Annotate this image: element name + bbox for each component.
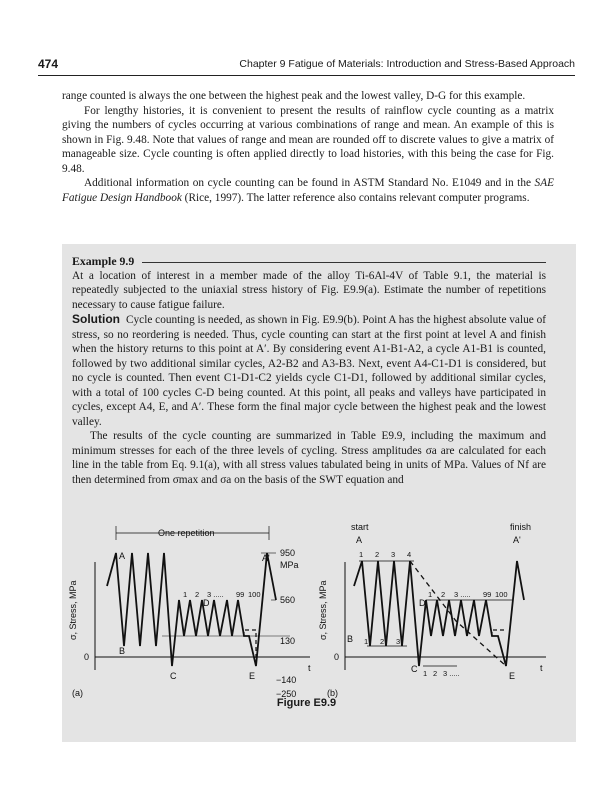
a-level-label-minus140: −140 xyxy=(276,675,297,685)
b-finish-label: finish xyxy=(510,522,532,532)
b-d-count-2: 2 xyxy=(441,590,446,599)
b-a-count-3: 3 xyxy=(391,550,396,559)
b-d-count-99: 99 xyxy=(483,590,492,599)
b-c-count-1: 1 xyxy=(423,669,428,678)
page-number: 474 xyxy=(38,57,59,71)
b-label-C: C xyxy=(411,664,418,674)
b-b-count-3: 3 xyxy=(396,637,401,646)
b-c-count-3: 3 ..... xyxy=(443,669,460,678)
b-zero-label: 0 xyxy=(334,652,340,662)
panel-a-labels xyxy=(68,528,311,699)
a-label-D: D xyxy=(203,598,210,608)
b-label-D: D xyxy=(419,598,426,608)
figure-caption: Figure E9.9 xyxy=(276,697,337,709)
a-count-99: 99 xyxy=(236,590,245,599)
a-count-100: 100 xyxy=(248,590,261,599)
b-label-A: A xyxy=(356,535,363,545)
body-text xyxy=(62,89,554,205)
a-label-B: B xyxy=(119,646,126,656)
b-stress-history xyxy=(354,561,524,666)
paragraph-3: Additional information on cycle counting can be found in ASTM Standard No. E1049 and in the SAE Fatigue Design Handbook (Rice, 1997). The latter reference also contains relevant computer programs. xyxy=(62,177,554,204)
a-label-A: A xyxy=(119,551,126,561)
a-zero-label: 0 xyxy=(84,652,90,662)
a-label-E: E xyxy=(249,671,256,681)
figure-svg xyxy=(62,520,576,700)
example-results: The results of the cycle counting are summarized in Table E9.9, including the maximum and minimum stresses for each of the three levels of cycling. Stress amplitudes σa are calculated for each line in the table from Eq. 9.1(a), with all stress values tabulated being in units of MPa. Values of Nf are then determined from σmax and σa on the basis of the SWT equation and xyxy=(72,430,546,486)
example-problem: At a location of interest in a member made of the alloy Ti-6Al-4V of Table 9.1, the material is repeatedly subjected to the uniaxial stress history of Fig. E9.9(a). Estimate the number of repetitions necessary to cause fatigue failure. xyxy=(72,269,546,311)
b-d-count-3: 3 ..... xyxy=(454,590,471,599)
a-t-label: t xyxy=(308,663,311,673)
running-head: Chapter 9 Fatigue of Materials: Introduction and Stress-Based Approach xyxy=(239,58,575,70)
b-d-count-100: 100 xyxy=(495,590,508,599)
a-level-label-130: 130 xyxy=(280,636,296,646)
b-y-axis-label: σ, Stress, MPa xyxy=(318,580,328,640)
figure-e9-9 xyxy=(62,520,576,720)
b-start-label: start xyxy=(351,522,369,532)
a-stress-history xyxy=(107,553,276,666)
b-b-count-1: 1 xyxy=(364,637,369,646)
b-dashed-drop xyxy=(492,630,506,636)
a-label-C: C xyxy=(170,671,177,681)
paragraph-1: range counted is always the one between the highest peak and the lowest valley, D-G for this example. xyxy=(62,90,526,102)
example-solution: Solution Cycle counting is needed, as shown in Fig. E9.9(b). Point A has the highest absolute value of stress, so no reordering is needed. Thus, cycle counting can start at the first point at level A and finish when the history returns to this point at A′. By considering event A1-B1-A2, a cycle A1-B1 is counted, followed by two additional similar cycles, A2-B2 and A3-B3. Next, event A4-C1-D1 is considered, but no cycle is counted. Then event C1-D1-C2 yields cycle C1-D1, followed by additional similar cycles, with a total of 100 cycles C-D being counted. At this point, all peaks and valleys have participated in cycles, except A4, E, and A′. These form the final major cycle between the highest peak and the lowest valley. xyxy=(72,312,546,428)
a-panel-label: (a) xyxy=(72,688,83,698)
a-y-axis-label: σ, Stress, MPa xyxy=(68,580,78,640)
b-t-label: t xyxy=(540,663,543,673)
solution-label: Solution xyxy=(72,312,120,326)
a-count-3: 3 ..... xyxy=(207,590,224,599)
a-count-1: 1 xyxy=(183,590,188,599)
a-level-label-mpa: MPa xyxy=(280,560,299,570)
b-a-count-4: 4 xyxy=(407,550,412,559)
a-label-A-prime: A' xyxy=(262,553,270,563)
header-rule xyxy=(38,75,575,76)
a-level-label-minus250: −250 xyxy=(276,689,297,699)
b-a-count-1: 1 xyxy=(359,550,364,559)
example-title: Example 9.9 xyxy=(72,254,135,268)
b-label-A-prime: A' xyxy=(513,535,521,545)
a-count-2: 2 xyxy=(195,590,200,599)
paragraph-2: For lengthy histories, it is convenient to present the results of rainflow cycle counting as a matrix giving the numbers of cycles occurring at various combinations of range and mean. An example of this is shown in Fig. 9.48. Note that values of range and mean are rounded off to discrete values to give a matrix of manageable size. Cycle counting is often applied directly to load histories, with this being the case for Fig. 9.48. xyxy=(62,104,554,175)
b-d-count-1: 1 xyxy=(428,590,433,599)
panel-b xyxy=(345,561,546,670)
b-label-B: B xyxy=(347,634,354,644)
panel-b-labels xyxy=(318,522,543,698)
b-c-count-2: 2 xyxy=(433,669,438,678)
page-header xyxy=(38,57,575,73)
b-panel-label: (b) xyxy=(327,688,338,698)
example-title-rule xyxy=(142,262,546,263)
b-a-count-2: 2 xyxy=(375,550,380,559)
a-level-label-560: 560 xyxy=(280,595,296,605)
a-level-label-950: 950 xyxy=(280,548,296,558)
a-span-label: One repetition xyxy=(158,528,215,538)
b-b-count-2: 2 xyxy=(380,637,385,646)
b-label-E: E xyxy=(509,671,516,681)
